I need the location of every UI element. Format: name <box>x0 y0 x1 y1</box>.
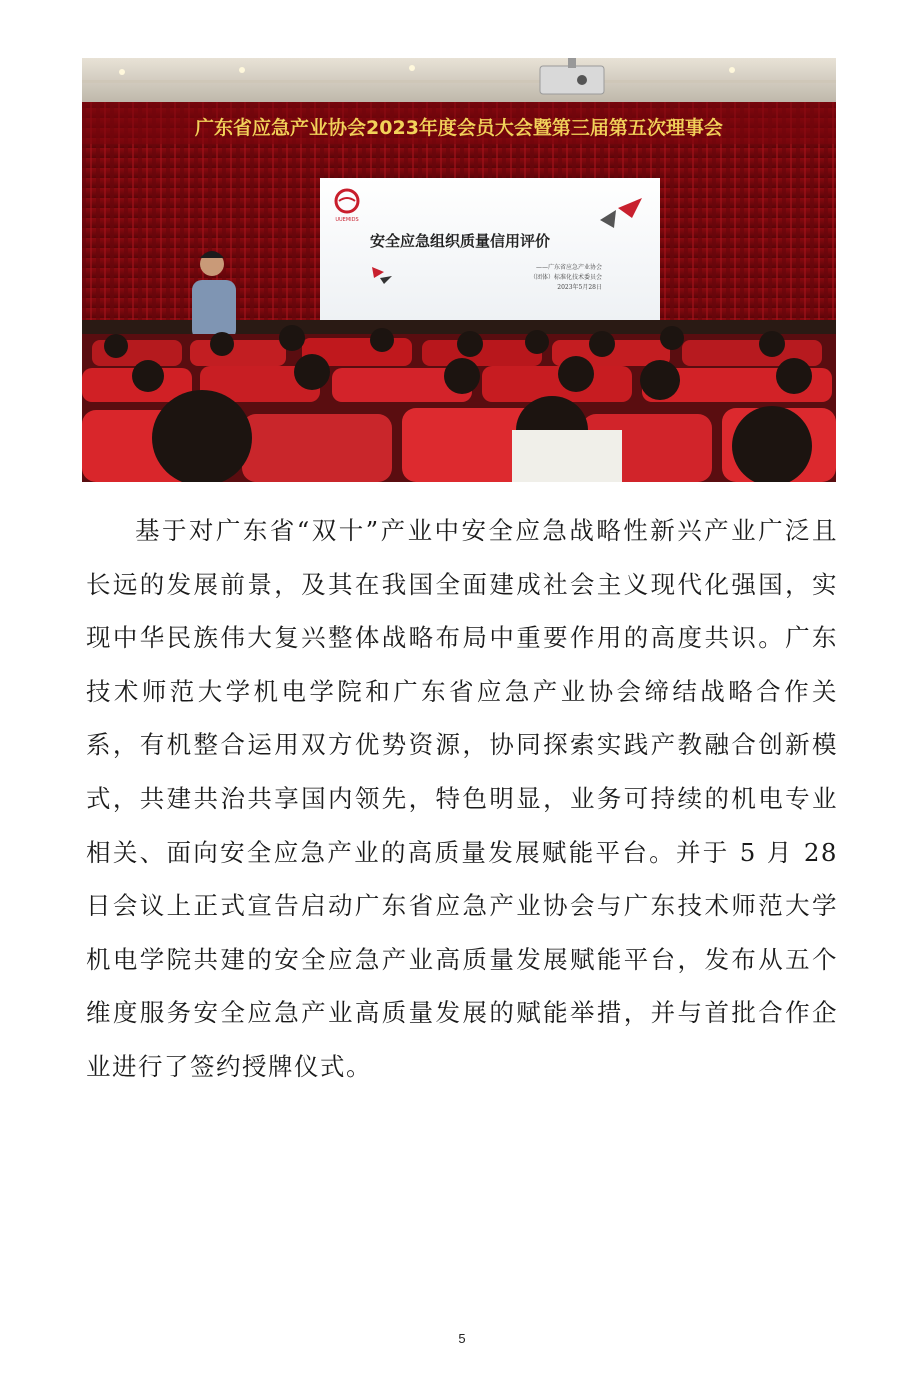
screen-logo-text: UUEMIDS <box>335 217 359 223</box>
body-paragraph: 基于对广东省“双十”产业中安全应急战略性新兴产业广泛且长远的发展前景，及其在我国全面建成社会主义现代化强国，实现中华民族伟大复兴整体战略布局中重要作用的高度共识。广东技术师范大学机电学院和广东省应急产业协会缔结战略合作关系，有机整合运用双方优势资源，协同探索实践产教融合创新模式，共建共治共享国内领先，特色明显，业务可持续的机电专业相关、面向安全应急产业的高质量发展赋能平台。并于 5 月 28 日会议上正式宣告启动广东省应急产业协会与广东技术师范大学机电学院共建的安全应急产业高质量发展赋能平台，发布从五个维度服务安全应急产业高质量发展的赋能举措，并与首批合作企业进行了签约授牌仪式。 <box>86 516 838 1081</box>
projection-screen <box>320 178 660 321</box>
banner-text: 广东省应急产业协会2023年度会员大会暨第三届第五次理事会 <box>195 117 723 139</box>
screen-credit-1: ——广东省应急产业协会 <box>535 264 602 271</box>
page-number: 5 <box>458 1331 466 1346</box>
screen-credit-3: 2023年5月28日 <box>557 284 602 291</box>
conference-photo <box>82 58 836 482</box>
screen-title: 安全应急组织质量信用评价 <box>369 232 551 250</box>
screen-credit-2: （团体）标准化技术委员会 <box>529 274 602 281</box>
